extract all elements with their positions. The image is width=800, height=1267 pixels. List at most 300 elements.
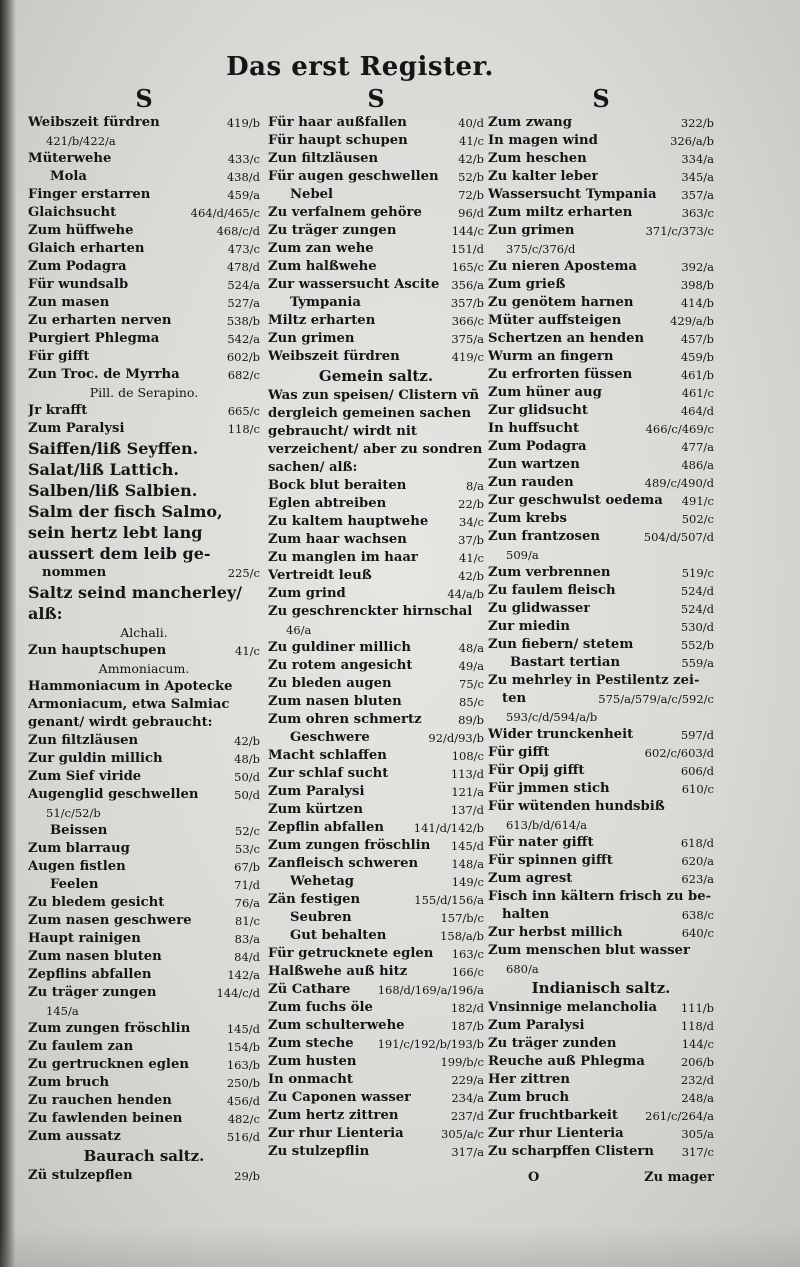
register-entry	[488, 420, 714, 438]
entry-term: Macht schlaffen	[268, 748, 387, 763]
entry-page-reference: 538/b	[226, 314, 260, 328]
entry-page-reference: 232/d	[680, 1073, 714, 1087]
entry-page-reference: 620/a	[681, 854, 714, 868]
entry-term: Augen fistlen	[28, 859, 126, 874]
entry-page-reference: 261/c/264/a	[645, 1109, 714, 1123]
entry-term: Zum nasen bluten	[28, 949, 162, 964]
subheading: Alchali.	[120, 625, 168, 640]
entry-page-reference: 118/c	[227, 422, 260, 436]
entry-page-reference: 85/c	[459, 695, 484, 709]
entry-term: Seubren	[290, 910, 352, 925]
entry-term: ten	[502, 691, 527, 706]
entry-page-reference: 81/c	[235, 914, 260, 928]
register-entry	[488, 852, 714, 870]
catchword: Zu mager	[644, 1170, 714, 1185]
register-entry	[28, 876, 260, 894]
register-entry	[488, 744, 714, 762]
entry-page-reference: 317/c	[681, 1145, 714, 1159]
entry-page-reference: 606/d	[680, 764, 714, 778]
register-entry	[268, 747, 484, 765]
register-entry	[28, 366, 260, 384]
entry-term: Zum haar wachsen	[268, 532, 407, 547]
entry-page-reference: 478/d	[226, 260, 260, 274]
entry-page-reference: 682/c	[227, 368, 260, 382]
entry-term: Weibszeit fürdren	[28, 115, 160, 130]
entry-term: Zun grimen	[268, 331, 355, 346]
entry-page-reference: 111/b	[680, 1001, 714, 1015]
register-entry	[488, 690, 714, 708]
entry-page-reference: 145/d	[226, 1022, 260, 1036]
entry-page-reference: 145/d	[450, 839, 484, 853]
entry-page-reference: 83/a	[234, 932, 260, 946]
register-entry	[28, 840, 260, 858]
entry-page-reference: 52/c	[235, 824, 260, 838]
entry-page-reference: 187/b	[450, 1019, 484, 1033]
entry-term: Für nater gifft	[488, 835, 594, 850]
register-entry	[488, 366, 714, 384]
register-entry	[488, 258, 714, 276]
entry-term: Zum nasen bluten	[268, 694, 402, 709]
book-gutter-shadow	[0, 0, 16, 1267]
entry-term: Zu nieren Apostema	[488, 259, 637, 274]
entry-term: Zum zwang	[488, 115, 572, 130]
entry-page-reference: 371/c/373/c	[645, 224, 714, 238]
page-footer	[488, 1170, 714, 1190]
entry-term: Zu verfalnem gehöre	[268, 205, 422, 220]
entry-page-reference: 155/d/156/a	[414, 893, 484, 907]
entry-page-reference: 248/a	[681, 1091, 714, 1105]
entry-term: Wehetag	[290, 874, 354, 889]
entry-page-reference: 34/c	[459, 515, 484, 529]
entry-page-reference: 141/d/142/b	[413, 821, 484, 835]
entry-page-reference: 461/c	[681, 386, 714, 400]
entry-page-reference: 41/c	[459, 134, 484, 148]
entry-term: Zum verbrennen	[488, 565, 611, 580]
register-entry	[28, 642, 260, 660]
register-entry	[488, 474, 714, 492]
entry-term: Zu rauchen henden	[28, 1093, 172, 1108]
register-entry	[268, 693, 484, 711]
entry-page-reference: 40/d	[458, 116, 484, 130]
register-entry	[28, 1056, 260, 1074]
entry-page-reference: 392/a	[681, 260, 714, 274]
entry-term: Zum Podagra	[28, 259, 127, 274]
entry-page-reference: 524/a	[227, 278, 260, 292]
entry-term: Zu stulzepflin	[268, 1144, 370, 1159]
register-entry	[268, 477, 484, 495]
entry-page-reference: 597/d	[680, 728, 714, 742]
entry-term: Jr krafft	[28, 403, 88, 418]
entry-term: Zepflins abfallen	[28, 967, 152, 982]
register-entry	[268, 1017, 484, 1035]
register-entry	[488, 582, 714, 600]
entry-term: In huffsucht	[488, 421, 580, 436]
register-entry	[268, 1089, 484, 1107]
entry-term: Halßwehe auß hitz	[268, 964, 408, 979]
page-title: Das erst Register.	[226, 52, 494, 82]
entry-page-reference: 610/c	[681, 782, 714, 796]
entry-page-reference: 464/d	[680, 404, 714, 418]
entry-page-reference: 459/b	[680, 350, 714, 364]
entry-term: Zu glidwasser	[488, 601, 591, 616]
register-entry	[488, 780, 714, 798]
entry-continuation: 613/b/d/614/a	[506, 818, 587, 832]
entry-term: Zu träger zungen	[268, 223, 397, 238]
register-entry	[268, 891, 484, 909]
entry-term: Zum ohren schmertz	[268, 712, 422, 727]
entry-page-reference: 191/c/192/b/193/b	[377, 1037, 484, 1051]
register-entry	[268, 963, 484, 981]
register-entry	[268, 909, 484, 927]
entry-page-reference: 234/a	[451, 1091, 484, 1105]
entry-page-reference: 640/c	[681, 926, 714, 940]
entry-term: Zum grieß	[488, 277, 566, 292]
register-entry	[488, 870, 714, 888]
entry-page-reference: 225/c	[227, 566, 260, 580]
register-entry	[268, 657, 484, 675]
entry-page-reference: 72/b	[458, 188, 484, 202]
entry-page-reference: 356/a	[451, 278, 484, 292]
register-entry	[268, 765, 484, 783]
register-entry	[268, 114, 484, 132]
entry-term: Zu manglen im haar	[268, 550, 418, 565]
register-entry: Armoniacum, etwa Salmiac	[28, 697, 230, 712]
entry-term: Zum krebs	[488, 511, 567, 526]
entry-page-reference: 42/b	[458, 569, 484, 583]
entry-page-reference: 49/a	[458, 659, 484, 673]
entry-page-reference: 575/a/579/a/c/592/c	[598, 692, 714, 706]
entry-page-reference: 154/b	[226, 1040, 260, 1054]
entry-page-reference: 357/b	[450, 296, 484, 310]
entry-term: Zum miltz erharten	[488, 205, 633, 220]
entry-page-reference: 50/d	[234, 770, 260, 784]
entry-term: Zur miedin	[488, 619, 570, 634]
entry-term: Zu faulem zan	[28, 1039, 134, 1054]
register-entry	[488, 150, 714, 168]
entry-term: In magen wind	[488, 133, 598, 148]
entry-page-reference: 163/b	[226, 1058, 260, 1072]
register-entry	[28, 204, 260, 222]
register-entry	[488, 1107, 714, 1125]
entry-page-reference: 519/c	[681, 566, 714, 580]
register-entry	[28, 222, 260, 240]
entry-page-reference: 168/d/169/a/196/a	[377, 983, 484, 997]
entry-page-reference: 419/c	[451, 350, 484, 364]
register-entry	[28, 312, 260, 330]
register-entry	[268, 531, 484, 549]
entry-term: Zu erfrorten füssen	[488, 367, 633, 382]
register-entry	[268, 729, 484, 747]
entry-page-reference: 52/b	[458, 170, 484, 184]
register-entry	[488, 456, 714, 474]
entry-term: Zun fiebern/ stetem	[488, 637, 634, 652]
register-entry	[268, 783, 484, 801]
entry-term: Nebel	[290, 187, 334, 202]
entry-page-reference: 75/c	[459, 677, 484, 691]
entry-page-reference: 305/a/c	[441, 1127, 484, 1141]
entry-page-reference: 477/a	[681, 440, 714, 454]
register-entry	[28, 858, 260, 876]
entry-term: Zän festigen	[268, 892, 361, 907]
entry-term: Für jmmen stich	[488, 781, 610, 796]
signature-mark: O	[528, 1170, 540, 1185]
entry-term: Wassersucht Tympania	[488, 187, 657, 202]
register-entry	[268, 675, 484, 693]
register-entry	[268, 1125, 484, 1143]
register-entry	[28, 150, 260, 168]
entry-term: Schertzen an henden	[488, 331, 645, 346]
entry-term: Zur guldin millich	[28, 751, 163, 766]
entry-page-reference: 542/a	[227, 332, 260, 346]
register-entry	[28, 294, 260, 312]
entry-page-reference: 429/a/b	[670, 314, 714, 328]
entry-term: Zun masen	[28, 295, 110, 310]
entry-term: Zu fawlenden beinen	[28, 1111, 183, 1126]
entry-page-reference: 466/c/469/c	[645, 422, 714, 436]
entry-page-reference: 157/b/c	[440, 911, 484, 925]
entry-page-reference: 121/a	[451, 785, 484, 799]
entry-term: Zum fuchs öle	[268, 1000, 373, 1015]
entry-page-reference: 502/c	[681, 512, 714, 526]
register-entry: Hammoniacum in Apotecke	[28, 679, 233, 694]
register-entry	[28, 420, 260, 438]
entry-page-reference: 50/d	[234, 788, 260, 802]
entry-term: Zu träger zungen	[28, 985, 157, 1000]
entry-term: Zum kürtzen	[268, 802, 363, 817]
register-entry	[28, 966, 260, 984]
entry-page-reference: 29/b	[234, 1169, 260, 1183]
entry-term: Zü stulzepflen	[28, 1168, 133, 1183]
subheading: Pill. de Serapino.	[89, 385, 199, 400]
register-entry	[28, 186, 260, 204]
entry-page-reference: 345/a	[681, 170, 714, 184]
register-entry	[488, 1017, 714, 1035]
entry-page-reference: 322/b	[680, 116, 714, 130]
entry-term: Haupt rainigen	[28, 931, 141, 946]
register-entry	[268, 639, 484, 657]
register-entry	[488, 762, 714, 780]
entry-term: Her zittren	[488, 1072, 570, 1087]
register-entry	[28, 168, 260, 186]
entry-term: Zum husten	[268, 1054, 357, 1069]
register-entry	[28, 402, 260, 420]
entry-page-reference: 456/d	[226, 1094, 260, 1108]
entry-page-reference: 89/b	[458, 713, 484, 727]
register-entry	[488, 618, 714, 636]
register-entry	[28, 240, 260, 258]
register-entry	[28, 948, 260, 966]
entry-term: Zu gertrucknen eglen	[28, 1057, 189, 1072]
register-entry	[268, 1071, 484, 1089]
register-entry	[488, 348, 714, 366]
register-entry	[488, 384, 714, 402]
entry-term: Vertreidt leuß	[268, 568, 372, 583]
entry-term: Miltz erharten	[268, 313, 376, 328]
register-entry	[488, 834, 714, 852]
register-column-1	[28, 86, 260, 1267]
entry-term: Reuche auß Phlegma	[488, 1054, 645, 1069]
entry-term: Zum nasen geschwere	[28, 913, 192, 928]
entry-page-reference: 623/a	[681, 872, 714, 886]
entry-term: Bastart tertian	[510, 655, 621, 670]
entry-page-reference: 398/b	[680, 278, 714, 292]
register-entry	[488, 999, 714, 1017]
register-entry	[28, 1038, 260, 1056]
register-entry: genant/ wirdt gebraucht:	[28, 715, 213, 730]
entry-term: Zum Paralysi	[488, 1018, 585, 1033]
entry-page-reference: 149/c	[451, 875, 484, 889]
entry-term: Zum zungen fröschlin	[268, 838, 431, 853]
entry-term: Zanfleisch schweren	[268, 856, 419, 871]
entry-page-reference: 317/a	[451, 1145, 484, 1159]
register-entry	[28, 1020, 260, 1038]
entry-page-reference: 151/d	[450, 242, 484, 256]
entry-term: Glaichsucht	[28, 205, 117, 220]
register-entry	[268, 132, 484, 150]
entry-page-reference: 357/a	[681, 188, 714, 202]
register-column-3	[488, 86, 714, 1267]
entry-page-reference: 229/a	[451, 1073, 484, 1087]
register-entry	[28, 258, 260, 276]
section-heading: Indianisch saltz.	[531, 979, 671, 997]
register-entry	[488, 924, 714, 942]
entry-term: Zum Paralysi	[28, 421, 125, 436]
entry-page-reference: 524/d	[680, 584, 714, 598]
register-entry	[268, 873, 484, 891]
entry-term: Zu erharten nerven	[28, 313, 172, 328]
entry-term: Zu guldiner millich	[268, 640, 411, 655]
entry-page-reference: 118/d	[680, 1019, 714, 1033]
entry-term: Wider trunckenheit	[488, 727, 634, 742]
entry-term: Zum halßwehe	[268, 259, 377, 274]
register-entry	[28, 786, 260, 804]
entry-term: Zum hüffwehe	[28, 223, 134, 238]
entry-term: Zum bruch	[28, 1075, 110, 1090]
register-entry	[488, 600, 714, 618]
entry-term: Tympania	[290, 295, 361, 310]
entry-term: Zum schulterwehe	[268, 1018, 405, 1033]
entry-term: Müter auffsteigen	[488, 313, 622, 328]
register-entry	[488, 1035, 714, 1053]
entry-continuation: 509/a	[506, 548, 539, 562]
column-letter-heading: S	[135, 84, 153, 113]
entry-page-reference: 473/c	[227, 242, 260, 256]
entry-term: Finger erstarren	[28, 187, 151, 202]
entry-term: Zur wassersucht Ascite	[268, 277, 440, 292]
entry-page-reference: 433/c	[227, 152, 260, 166]
entry-page-reference: 199/b/c	[440, 1055, 484, 1069]
entry-term: Gut behalten	[290, 928, 387, 943]
entry-page-reference: 419/b	[226, 116, 260, 130]
register-entry: Für wütenden hundsbiß	[488, 799, 665, 814]
register-entry: Zu geschrenckter hirnschal	[268, 604, 473, 619]
entry-term: Zun filtzläusen	[28, 733, 139, 748]
column-letter-heading: S	[592, 84, 610, 113]
entry-page-reference: 42/b	[458, 152, 484, 166]
entry-page-reference: 504/d/507/d	[643, 530, 714, 544]
entry-page-reference: 84/d	[234, 950, 260, 964]
register-entry	[488, 726, 714, 744]
entry-term: Purgiert Phlegma	[28, 331, 160, 346]
register-entry	[488, 312, 714, 330]
entry-term: Zu faulem fleisch	[488, 583, 616, 598]
register-entry	[268, 186, 484, 204]
entry-term: Zur glidsucht	[488, 403, 588, 418]
entry-page-reference: 326/a/b	[670, 134, 714, 148]
register-entry	[488, 1089, 714, 1107]
register-entry	[28, 348, 260, 366]
entry-term: Zum aussatz	[28, 1129, 121, 1144]
register-entry	[488, 222, 714, 240]
entry-term: Zepflin abfallen	[268, 820, 384, 835]
register-entry	[488, 1125, 714, 1143]
register-entry	[28, 930, 260, 948]
entry-page-reference: 618/d	[680, 836, 714, 850]
register-entry	[268, 276, 484, 294]
entry-term: Müterwehe	[28, 151, 112, 166]
entry-term: Zun rauden	[488, 475, 574, 490]
entry-page-reference: 148/a	[451, 857, 484, 871]
entry-term: Zum hüner aug	[488, 385, 602, 400]
entry-term: Zum hertz zittren	[268, 1108, 399, 1123]
register-entry	[28, 1128, 260, 1146]
register-entry	[28, 1110, 260, 1128]
entry-term: Zum bruch	[488, 1090, 570, 1105]
register-entry	[268, 981, 484, 999]
register-entry	[28, 822, 260, 840]
entry-page-reference: 41/c	[235, 644, 260, 658]
entry-term: Zun hauptschupen	[28, 643, 167, 658]
register-entry: Zu mehrley in Pestilentz zei-	[488, 673, 700, 688]
entry-continuation: 46/a	[286, 623, 312, 637]
column-letter-heading: S	[367, 84, 385, 113]
register-entry	[488, 1071, 714, 1089]
section-heading: Gemein saltz.	[318, 367, 434, 385]
register-entry	[28, 276, 260, 294]
register-entry	[28, 1074, 260, 1092]
entry-page-reference: 602/b	[226, 350, 260, 364]
register-entry	[268, 801, 484, 819]
entry-note: Was zun speisen/ Clistern vñ dergleich gemeinen sachen gebraucht/ wirdt nit verzeichent/ aber zu sondren sachen/ alß:	[268, 388, 483, 475]
entry-term: Zu rotem angesicht	[268, 658, 413, 673]
entry-term: Zur geschwulst oedema	[488, 493, 663, 508]
entry-page-reference: 250/b	[226, 1076, 260, 1090]
entry-term: nommen	[42, 565, 107, 580]
register-entry	[28, 330, 260, 348]
entry-term: Vnsinnige melancholia	[488, 1000, 658, 1015]
entry-page-reference: 48/a	[458, 641, 484, 655]
register-entry	[488, 654, 714, 672]
entry-term: Zu Caponen wasser	[268, 1090, 412, 1105]
main-entry: Saltz seind mancherley/ alß:	[28, 583, 243, 623]
entry-term: Zum Podagra	[488, 439, 587, 454]
entry-page-reference: 163/c	[451, 947, 484, 961]
register-entry	[268, 222, 484, 240]
entry-term: Zum Sief viride	[28, 769, 142, 784]
entry-page-reference: 142/a	[227, 968, 260, 982]
entry-page-reference: 464/d/465/c	[190, 206, 260, 220]
register-entry	[268, 204, 484, 222]
entry-page-reference: 414/b	[680, 296, 714, 310]
register-entry	[268, 513, 484, 531]
entry-page-reference: 144/c	[451, 224, 484, 238]
entry-term: Zum steche	[268, 1036, 354, 1051]
entry-page-reference: 158/a/b	[440, 929, 484, 943]
entry-page-reference: 22/b	[458, 497, 484, 511]
entry-term: Für augen geschwellen	[268, 169, 439, 184]
register-entry	[488, 906, 714, 924]
entry-term: Glaich erharten	[28, 241, 145, 256]
